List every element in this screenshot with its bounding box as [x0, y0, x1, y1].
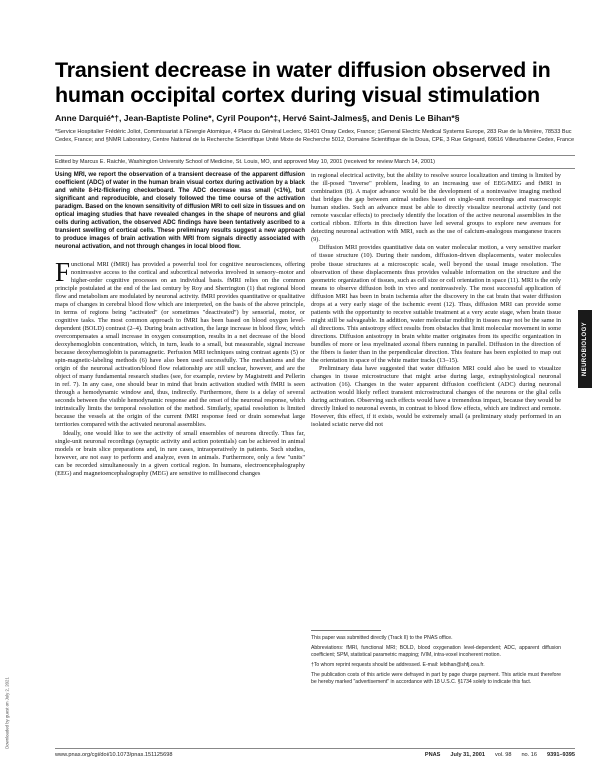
page-range: 9391–9395 — [547, 752, 575, 758]
footer-divider — [55, 748, 575, 749]
download-stamp-text: Downloaded by guest on July 2, 2021 — [4, 676, 10, 749]
footnote-divider — [311, 630, 381, 631]
page-footer — [55, 752, 575, 762]
footnote: Abbreviations: fMRI, functional MRI; BOLD, blood oxygenation level-dependent; ADC, apparent diffusion coefficient; SPM, statistical parametric mapping; IVIM, intra-voxel incoherent motion. — [311, 645, 561, 658]
left-column — [55, 172, 305, 478]
affiliations: *Service Hospitalier Frédéric Joliot, Commissariat à l'Energie Atomique, 4 Place du Général Leclerc, 91401 Orsay Cedex, France; ‡General Electric Medical Systems Europe, 283 Rue de la Minière, 78533 Buc Cedex, France; and §NMR Laboratory, Centre National de la Recherche Scientifique Unité Mixte de Recherche 5012, Domaine Scientifique de la Doua, CPE, 3 Rue Grignard, 69616 Villeurbanne Cedex, France — [55, 129, 575, 143]
footnotes — [311, 635, 561, 689]
citation-info — [415, 752, 575, 758]
edited-by-line: Edited by Marcus E. Raichle, Washington University School of Medicine, St. Louis, MO, and approved May 10, 2001 (received for review March 14, 2001) — [55, 159, 436, 165]
footnote: This paper was submitted directly (Track II) to the PNAS office. — [311, 635, 453, 641]
body-paragraph — [55, 256, 305, 430]
download-stamp — [3, 660, 11, 765]
abstract: Using MRI, we report the observation of a transient decrease of the apparent diffusion coefficient (ADC) of water in the human brain visual cortex during activation by a black and white 8-Hz-flickering checkerboard. The ADC decrease was small (<1%), but significant and reproducible, and closely followed the time course of the activation paradigm. Based on the known sensitivity of diffusion MRI to cell size in tissues and on optical imaging studies that have revealed changes in the shape of neurons and glial cells during activation, the observed ADC findings have been tentatively ascribed to a transient swelling of cortical cells. These preliminary results suggest a new approach to produce images of brain activation with MRI from signals directly associated with neuronal activation, and not through changes in local blood flow. — [55, 172, 305, 250]
header-divider — [55, 155, 575, 156]
body-paragraph: Preliminary data have suggested that water diffusion MRI could also be used to visualize changes in tissue microstructure that might arise during large, extraphysiological neuronal activation (16). Changes in the water apparent diffusion coefficient (ADC) during neuronal activation would likely reflect transient microstructural changes of the neurons or the glial cells during activation. Observing such effects would have a tremendous impact, because they would be directly linked to neuronal events, in contrast to blood flow effects, which are indirect and remote. However, this effect, if it exists, would be extremely small (a preliminary study performed in an isolated sciatic nerve did not — [311, 365, 561, 429]
issue-number: no. 16 — [521, 752, 537, 758]
footnote: †To whom reprint requests should be addressed. E-mail: lebihan@shfj.cea.fr. — [311, 662, 485, 668]
journal-name: PNAS — [424, 752, 441, 758]
drop-cap: F — [55, 256, 71, 287]
doi-link[interactable]: www.pnas.org/cgi/doi/10.1073/pnas.151125698 — [55, 752, 173, 758]
body-paragraph: Diffusion MRI provides quantitative data on water molecular motion, a very sensitive marker of tissue structure (10). During their random, diffusion-driven displacements, water molecules probe tissue structures at a microscopic scale, well beyond the usual image resolution. The observation of these displacements thus provides valuable information on the structure and the geometric organization of tissues, such as cell size or cell orientation in space (11). MRI is the only means to observe diffusion both in vivo and noninvasively. The most successful application of diffusion MRI has been in brain ischemia after the discovery in the cat brain that water diffusion drops at a very early stage of the ischemic event (12). Thus, diffusion MRI can provide some patients with the opportunity to receive suitable treatment at a very acute stage, when brain tissue might still be salvageable. In addition, water molecular mobility in tissues may not be the same in all directions. This anisotropy effect results from obstacles that limit molecular movement in some directions. Diffusion anisotropy in brain white matter originates from its specific organization in bundles of more or less myelinated axonal fibers running in parallel. Diffusion in the direction of the fibers is faster than in the perpendicular direction. This feature has been exploited to map out the orientation in space of the white matter tracks (13–15). — [311, 244, 561, 365]
article-title: Transient decrease in water diffusion observed in human occipital cortex during visual stimulation — [55, 58, 551, 107]
header-divider-lower — [55, 168, 575, 169]
author-list: Anne Darquié*†, Jean-Baptiste Poline*, Cyril Poupon*‡, Hervé Saint-Jalmes§, and Denis Le Bihan*§ — [55, 113, 460, 123]
issue-date: July 31, 2001 — [450, 752, 485, 758]
right-column — [311, 172, 561, 430]
footnote: The publication costs of this article were defrayed in part by page charge payment. This article must therefore be hereby marked "advertisement" in accordance with 18 U.S.C. §1734 solely to indicate this fact. — [311, 672, 561, 685]
section-tab-label: NEUROBIOLOGY — [582, 321, 588, 377]
volume-number: vol. 98 — [494, 752, 512, 758]
section-tab — [578, 310, 592, 388]
body-paragraph-text: unctional MRI (fMRI) has provided a powerful tool for cognitive neurosciences, offering noninvasive access to the cortical and subcortical networks involved in sensory–motor and higher-order cognitive processes on an individual basis. fMRI relies on the common principle postulated at the end of the last century by Roy and Sherrington (1) that regional blood flow and metabolism are modulated by neuronal activity. fMRI provides quantitative or qualitative maps of changes in cerebral blood flow which are interpreted, on the basis of the above principle, in terms of regions being "activated" (or sometimes "deactivated") by sensorial, motor, or cognitive tasks. The most common approach to fMRI has been based on blood oxygen level-dependent (BOLD) contrast (2–4). During brain activation, the large increase in blood flow, which overcompensates a small increase in oxygen consumption, results in a net decrease of the blood deoxyhemoglobin concentration, which, in turn, leads to a small, but measurable, signal increase because deoxyhemoglobin is paramagnetic. Perfusion MRI techniques using contrast agents (5) or spin-magnetic-labeling methods (6) have also been used successfully. The mechanisms and the origin of the neuronal activation/blood flow relationship are still unclear, however, and are the object of many fundamental research studies (see, for example, review by Magistretti and Pellerin in ref. 7). In any case, one should bear in mind that brain activation studied with fMRI is seen through a hemodynamic window and, thus, indirectly. Furthermore, there is a delay of several seconds between the visible hemodynamic response and the onset of the neuronal response, which intrinsically limits the temporal resolution of the method. Similarly, spatial resolution is limited because the vessels at the origin of the current fMRI response feed or drain somewhat large territories compared with the activated neuronal assemblies. — [55, 260, 305, 429]
body-paragraph: Ideally, one would like to see the activity of small ensembles of neurons directly. Thus far, single-unit neuronal recordings (synaptic activity and action potentials) can be achieved in animal models or brain slice preparations and, in rare cases, intraoperatively in patients. Such studies, however, are not easy to perform and analyze, even in animals. Furthermore, only a few "units" can be recorded simultaneously in a given cortical region. In humans, electroencephalography (EEG) and magnetoencephalography (MEG) are sensitive to millisecond changes — [55, 429, 305, 477]
body-paragraph: in regional electrical activity, but the ability to resolve source localization and timing is limited by the ill-posed "inverse" problem, leading to an increasing use of EEG/MEG and fMRI in combination (8). A major advance would be the development of a noninvasive imaging method that bridges the gap between animal studies based on single-unit recordings and macroscopic human studies. Such an advance must be able to directly visualize neuronal activity (and not remote vascular effects) to precisely identify the location of the active neuronal assemblies in the cortical ribbon. Efforts in this direction have led several groups to explore new avenues for detecting neuronal activation with MRI, such as the use of calcium-analogous manganese tracers (9). — [311, 172, 561, 244]
